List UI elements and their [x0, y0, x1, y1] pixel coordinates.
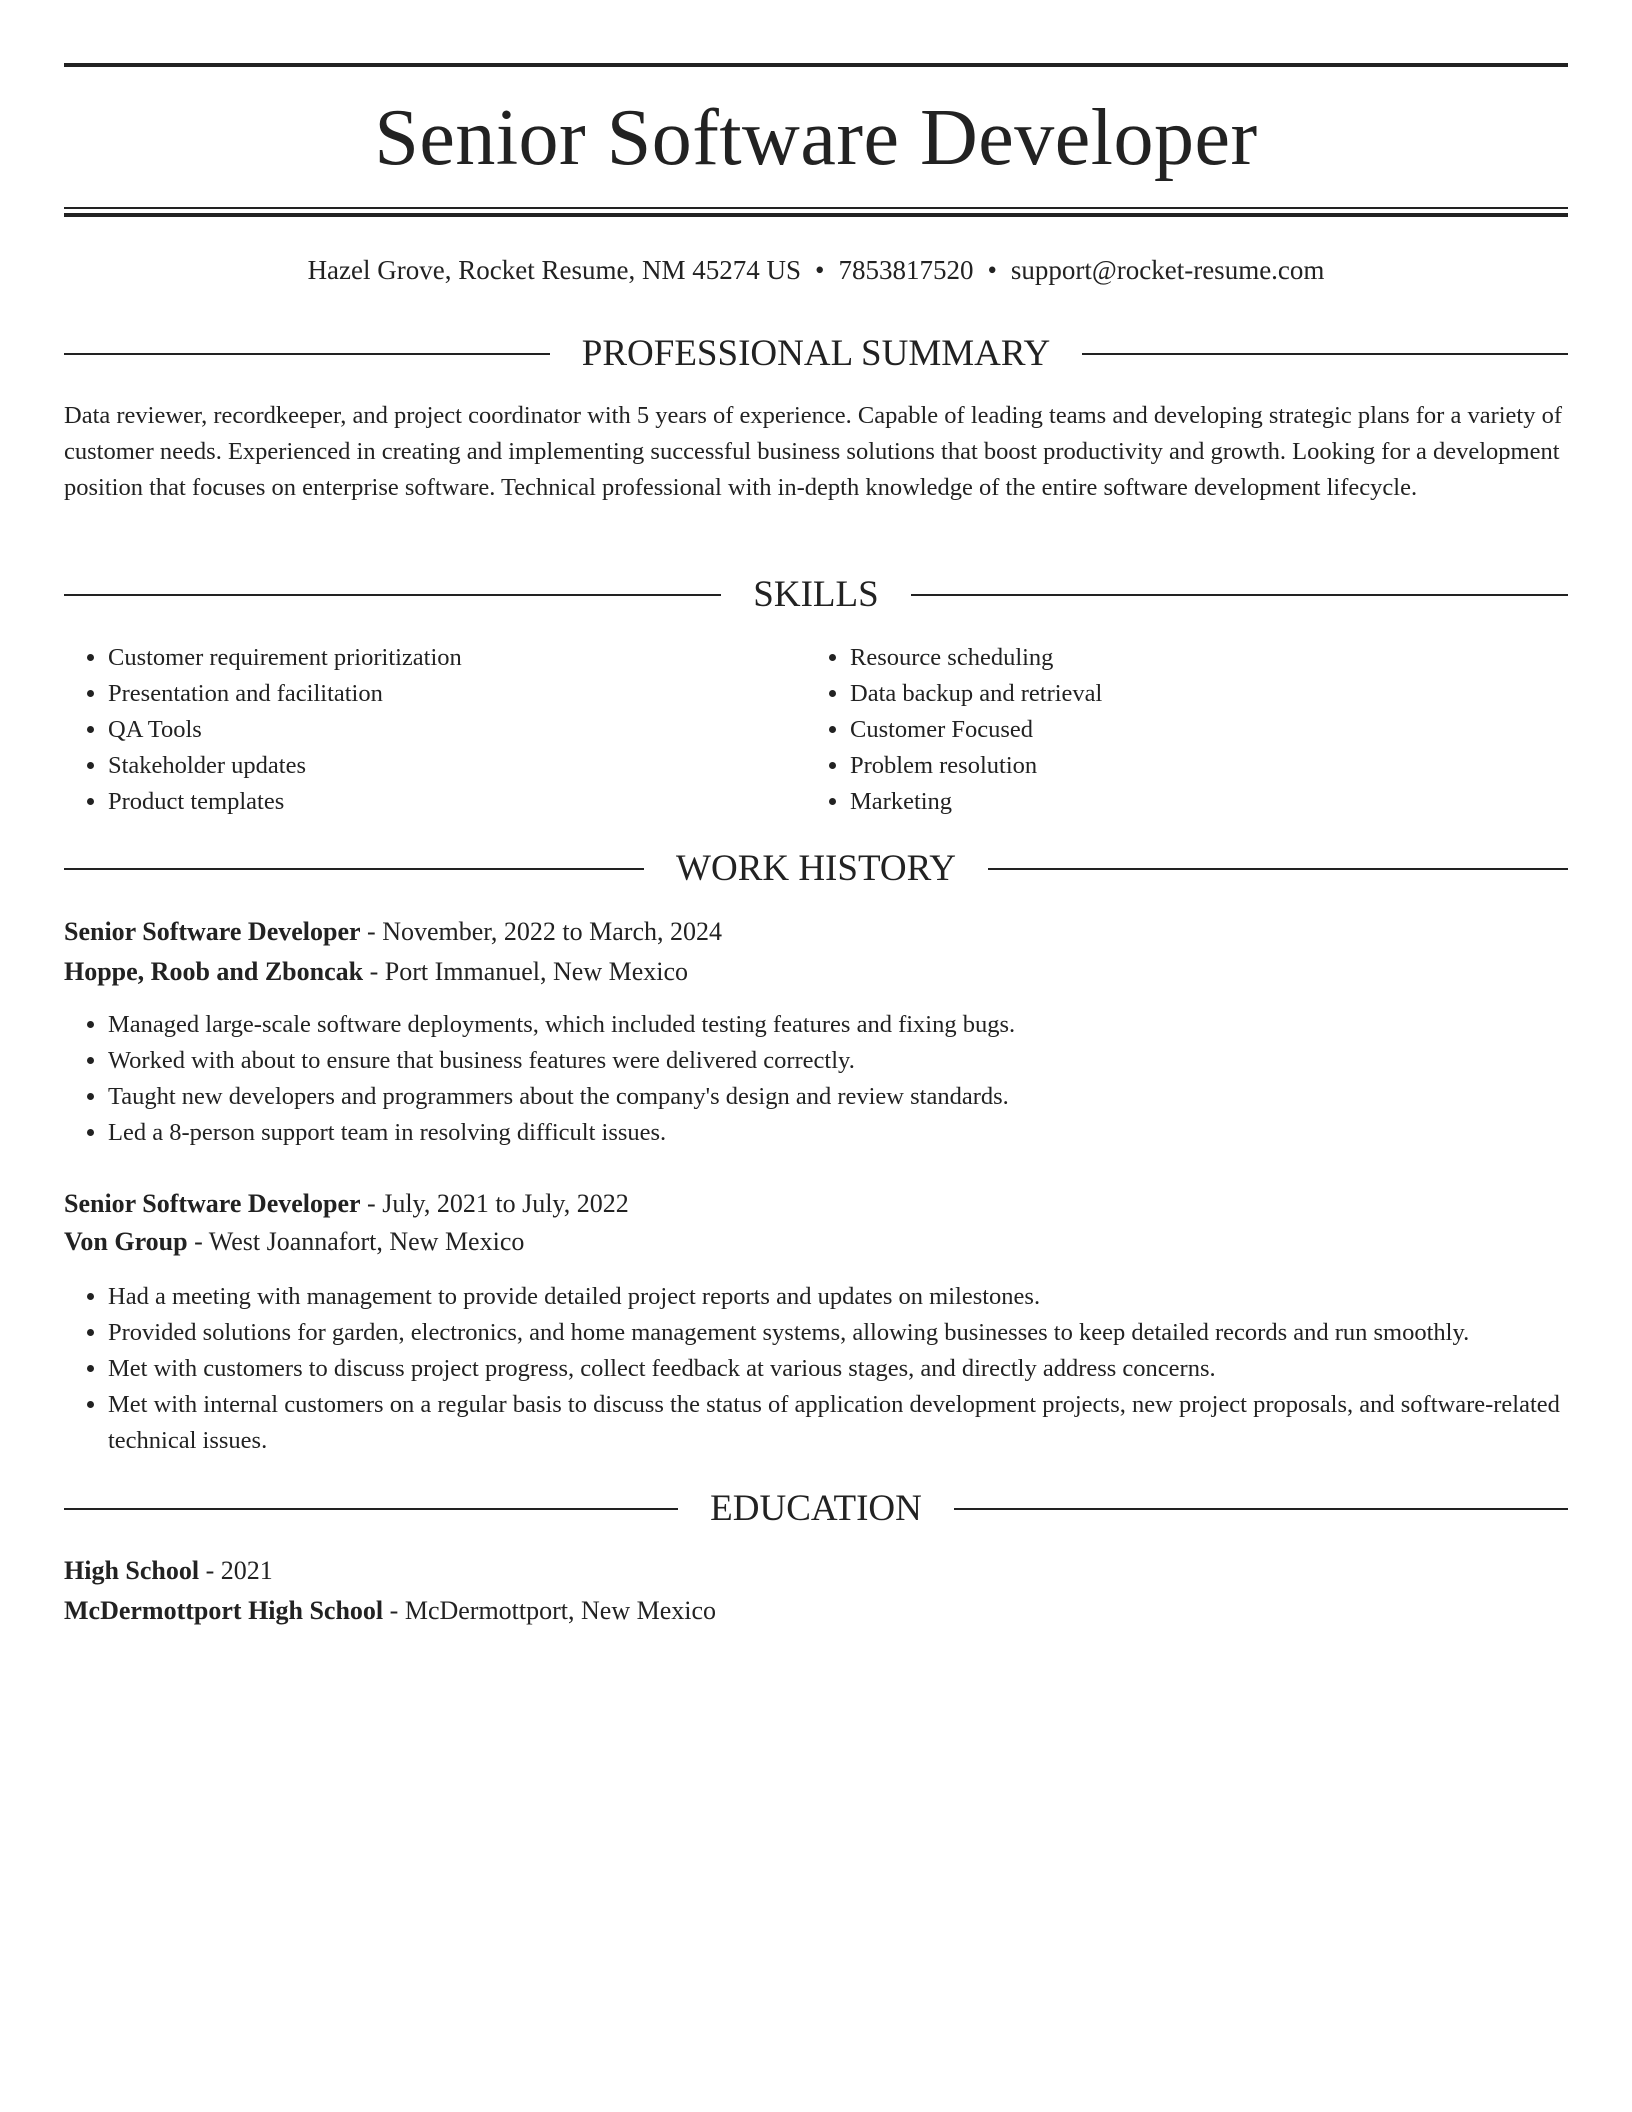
job-dates: - November, 2022 to March, 2024 — [360, 917, 722, 946]
skill-item: • Presentation and facilitation — [108, 676, 804, 712]
contact-email: support@rocket-resume.com — [1010, 255, 1325, 285]
job-location: - West Joannafort, New Mexico — [187, 1227, 525, 1256]
skill-item: • Product templates — [108, 784, 804, 820]
job-dates: - July, 2021 to July, 2022 — [360, 1189, 629, 1218]
contact-phone: 7853817520 — [838, 255, 974, 285]
job-bullet: • Led a 8-person support team in resolving difficult issues. — [108, 1115, 1568, 1151]
education-school: McDermottport High School — [64, 1596, 384, 1625]
skill-item: • Customer Focused — [850, 712, 1566, 748]
job-bullet: • Had a meeting with management to provide detailed project reports and updates on milestones. — [108, 1279, 1568, 1315]
skill-item: • Customer requirement prioritization — [108, 640, 804, 676]
contact-line — [64, 252, 1568, 288]
skills-list-right — [806, 640, 1566, 820]
summary-heading-label: PROFESSIONAL SUMMARY — [581, 333, 1051, 374]
summary-heading — [64, 332, 1568, 376]
skills-column-right — [806, 640, 1566, 820]
education-year: - 2021 — [199, 1556, 273, 1585]
job-bullet: • Taught new developers and programmers about the company's design and review standards. — [108, 1079, 1568, 1115]
title-double-rule — [64, 207, 1568, 217]
skill-item: • Stakeholder updates — [108, 748, 804, 784]
work-history-heading-label: WORK HISTORY — [676, 848, 956, 889]
heading-rule-left — [64, 594, 721, 596]
skill-item: • Resource scheduling — [850, 640, 1566, 676]
work-history-heading — [64, 847, 1568, 891]
job-company-line — [64, 1224, 1568, 1260]
skill-item: • Problem resolution — [850, 748, 1566, 784]
education-location: - McDermottport, New Mexico — [383, 1596, 717, 1625]
job-location: - Port Immanuel, New Mexico — [363, 957, 689, 986]
top-rule — [64, 63, 1568, 67]
education-heading-label: EDUCATION — [710, 1488, 922, 1529]
heading-rule-left — [64, 353, 550, 355]
job-bullets — [64, 1007, 1568, 1151]
skill-item: • Marketing — [850, 784, 1566, 820]
summary-text: Data reviewer, recordkeeper, and project coordinator with 5 years of experience. Capable of leading teams and developing strategic plans for a variety of customer needs. Experienced in creating and implementing successful business solutions that boost productivity and growth. Looking for a development position that focuses on enterprise software. Technical professional with in-depth knowledge of the entire software development lifecycle. — [64, 402, 1563, 501]
education-heading — [64, 1487, 1568, 1531]
skills-heading — [64, 573, 1568, 617]
job-bullet: • Worked with about to ensure that business features were delivered correctly. — [108, 1043, 1568, 1079]
job-company-line — [64, 954, 1568, 990]
heading-rule-right — [988, 868, 1568, 870]
heading-rule-left — [64, 868, 644, 870]
job-bullet: • Provided solutions for garden, electronics, and home management systems, allowing businesses to keep detailed records and run smoothly. — [108, 1315, 1568, 1351]
contact-separator: • — [987, 255, 997, 285]
job-title: Senior Software Developer — [64, 917, 361, 946]
heading-rule-right — [954, 1508, 1568, 1510]
job-bullet: • Managed large-scale software deployments, which included testing features and fixing bugs. — [108, 1007, 1568, 1043]
job-bullet: • Met with customers to discuss project progress, collect feedback at various stages, and directly address concerns. — [108, 1351, 1568, 1387]
contact-address: Hazel Grove, Rocket Resume, NM 45274 US — [307, 255, 801, 285]
job-title-line — [64, 914, 1568, 950]
job-bullets — [64, 1279, 1568, 1459]
skill-item: • Data backup and retrieval — [850, 676, 1566, 712]
education-degree: High School — [64, 1556, 200, 1585]
job-company: Hoppe, Roob and Zboncak — [64, 957, 364, 986]
skills-column-left — [64, 640, 804, 820]
job-title-line — [64, 1186, 1568, 1222]
skills-list-left — [64, 640, 804, 820]
job-title: Senior Software Developer — [64, 1189, 361, 1218]
heading-rule-right — [911, 594, 1568, 596]
job-bullet-list — [64, 1279, 1568, 1459]
education-school-line — [64, 1593, 1568, 1629]
job-bullet-list — [64, 1007, 1568, 1151]
skills-heading-label: SKILLS — [753, 574, 879, 615]
skill-item: • QA Tools — [108, 712, 804, 748]
resume-title: Senior Software Developer — [374, 94, 1258, 182]
job-company: Von Group — [64, 1227, 188, 1256]
education-degree-line — [64, 1553, 1568, 1589]
heading-rule-right — [1082, 353, 1568, 355]
heading-rule-left — [64, 1508, 678, 1510]
contact-separator: • — [814, 255, 825, 285]
job-bullet: • Met with internal customers on a regular basis to discuss the status of application development projects, new project proposals, and software-related technical issues. — [108, 1387, 1568, 1459]
